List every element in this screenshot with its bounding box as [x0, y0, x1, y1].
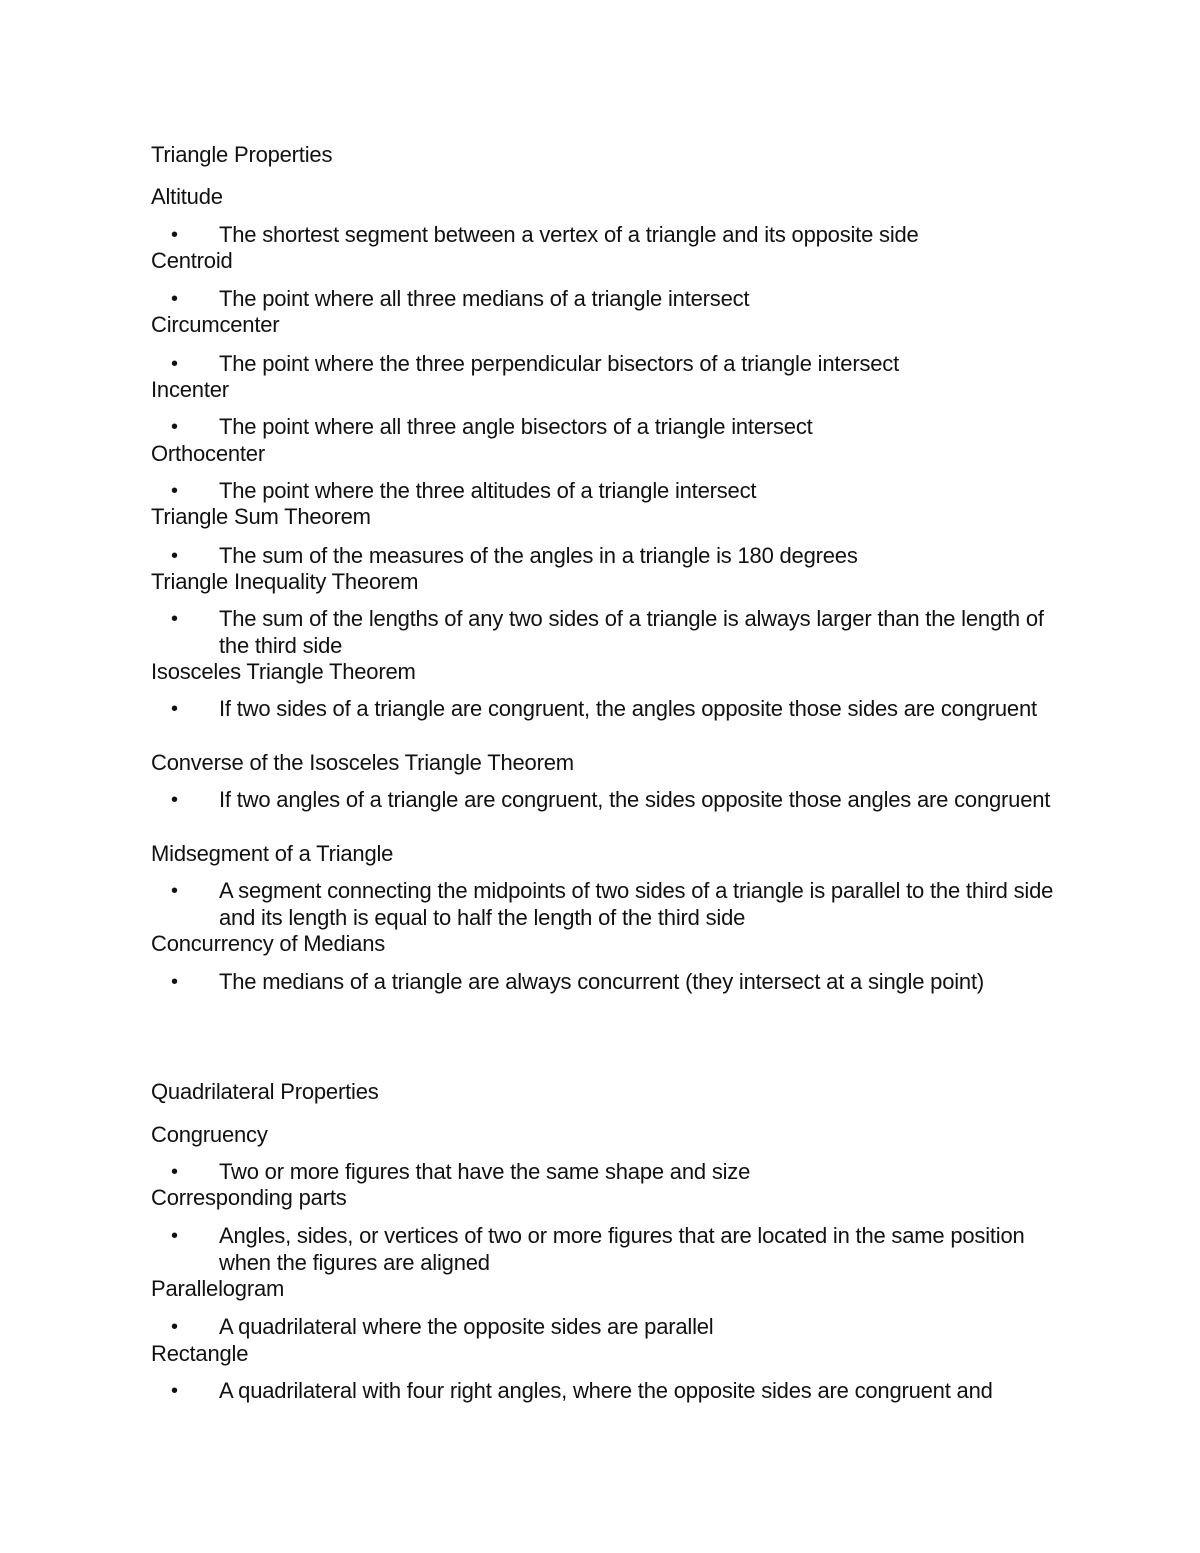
bullet-icon: • [171, 224, 179, 246]
term-converse-isosceles-triangle-theorem: Converse of the Isosceles Triangle Theorem [151, 750, 574, 775]
term-congruency: Congruency [151, 1122, 268, 1147]
bullet-icon: • [171, 353, 179, 375]
term-isosceles-triangle-theorem: Isosceles Triangle Theorem [151, 659, 416, 684]
term-rectangle: Rectangle [151, 1341, 249, 1366]
definition-converse-isosceles-triangle-theorem: If two angles of a triangle are congruent, the sides opposite those angles are congruent [219, 787, 1051, 812]
definition-circumcenter: The point where the three perpendicular bisectors of a triangle intersect [219, 351, 900, 376]
bullet-icon: • [171, 971, 179, 993]
term-incenter: Incenter [151, 377, 229, 402]
definition-altitude: The shortest segment between a vertex of a triangle and its opposite side [219, 222, 919, 247]
term-circumcenter: Circumcenter [151, 312, 280, 337]
bullet-icon: • [171, 480, 179, 502]
definition-triangle-inequality-theorem: The sum of the lengths of any two sides of a triangle is always larger than the length of the third side [219, 606, 1044, 658]
term-corresponding-parts: Corresponding parts [151, 1185, 347, 1210]
bullet-icon: • [171, 698, 179, 720]
bullet-icon: • [171, 608, 179, 630]
bullet-icon: • [171, 880, 179, 902]
definition-congruency: Two or more figures that have the same shape and size [219, 1159, 751, 1184]
section-title-triangle: Triangle Properties [151, 142, 333, 167]
bullet-icon: • [171, 1161, 179, 1183]
definition-parallelogram: A quadrilateral where the opposite sides are parallel [219, 1314, 714, 1339]
definition-midsegment-of-a-triangle: A segment connecting the midpoints of two sides of a triangle is parallel to the third side and its length is equal to half the length of the third side [219, 878, 1054, 930]
definition-incenter: The point where all three angle bisectors of a triangle intersect [219, 414, 813, 439]
definition-isosceles-triangle-theorem: If two sides of a triangle are congruent, the angles opposite those sides are congruent [219, 696, 1037, 721]
term-centroid: Centroid [151, 248, 233, 273]
bullet-icon: • [171, 789, 179, 811]
term-parallelogram: Parallelogram [151, 1276, 285, 1301]
bullet-icon: • [171, 1225, 179, 1247]
definition-orthocenter: The point where the three altitudes of a triangle intersect [219, 478, 757, 503]
definition-rectangle: A quadrilateral with four right angles, where the opposite sides are congruent and [219, 1378, 993, 1403]
definition-corresponding-parts: Angles, sides, or vertices of two or more figures that are located in the same position when the figures are aligned [219, 1223, 1025, 1275]
term-orthocenter: Orthocenter [151, 441, 265, 466]
bullet-icon: • [171, 1316, 179, 1338]
term-midsegment-of-a-triangle: Midsegment of a Triangle [151, 841, 394, 866]
term-triangle-inequality-theorem: Triangle Inequality Theorem [151, 569, 419, 594]
bullet-icon: • [171, 288, 179, 310]
definition-centroid: The point where all three medians of a triangle intersect [219, 286, 750, 311]
definition-triangle-sum-theorem: The sum of the measures of the angles in a triangle is 180 degrees [219, 543, 858, 568]
bullet-icon: • [171, 1380, 179, 1402]
term-triangle-sum-theorem: Triangle Sum Theorem [151, 504, 371, 529]
term-altitude: Altitude [151, 184, 223, 209]
bullet-icon: • [171, 545, 179, 567]
bullet-icon: • [171, 416, 179, 438]
section-title-quadrilateral: Quadrilateral Properties [151, 1079, 379, 1104]
term-concurrency-of-medians: Concurrency of Medians [151, 931, 386, 956]
definition-concurrency-of-medians: The medians of a triangle are always concurrent (they intersect at a single point) [219, 969, 984, 994]
